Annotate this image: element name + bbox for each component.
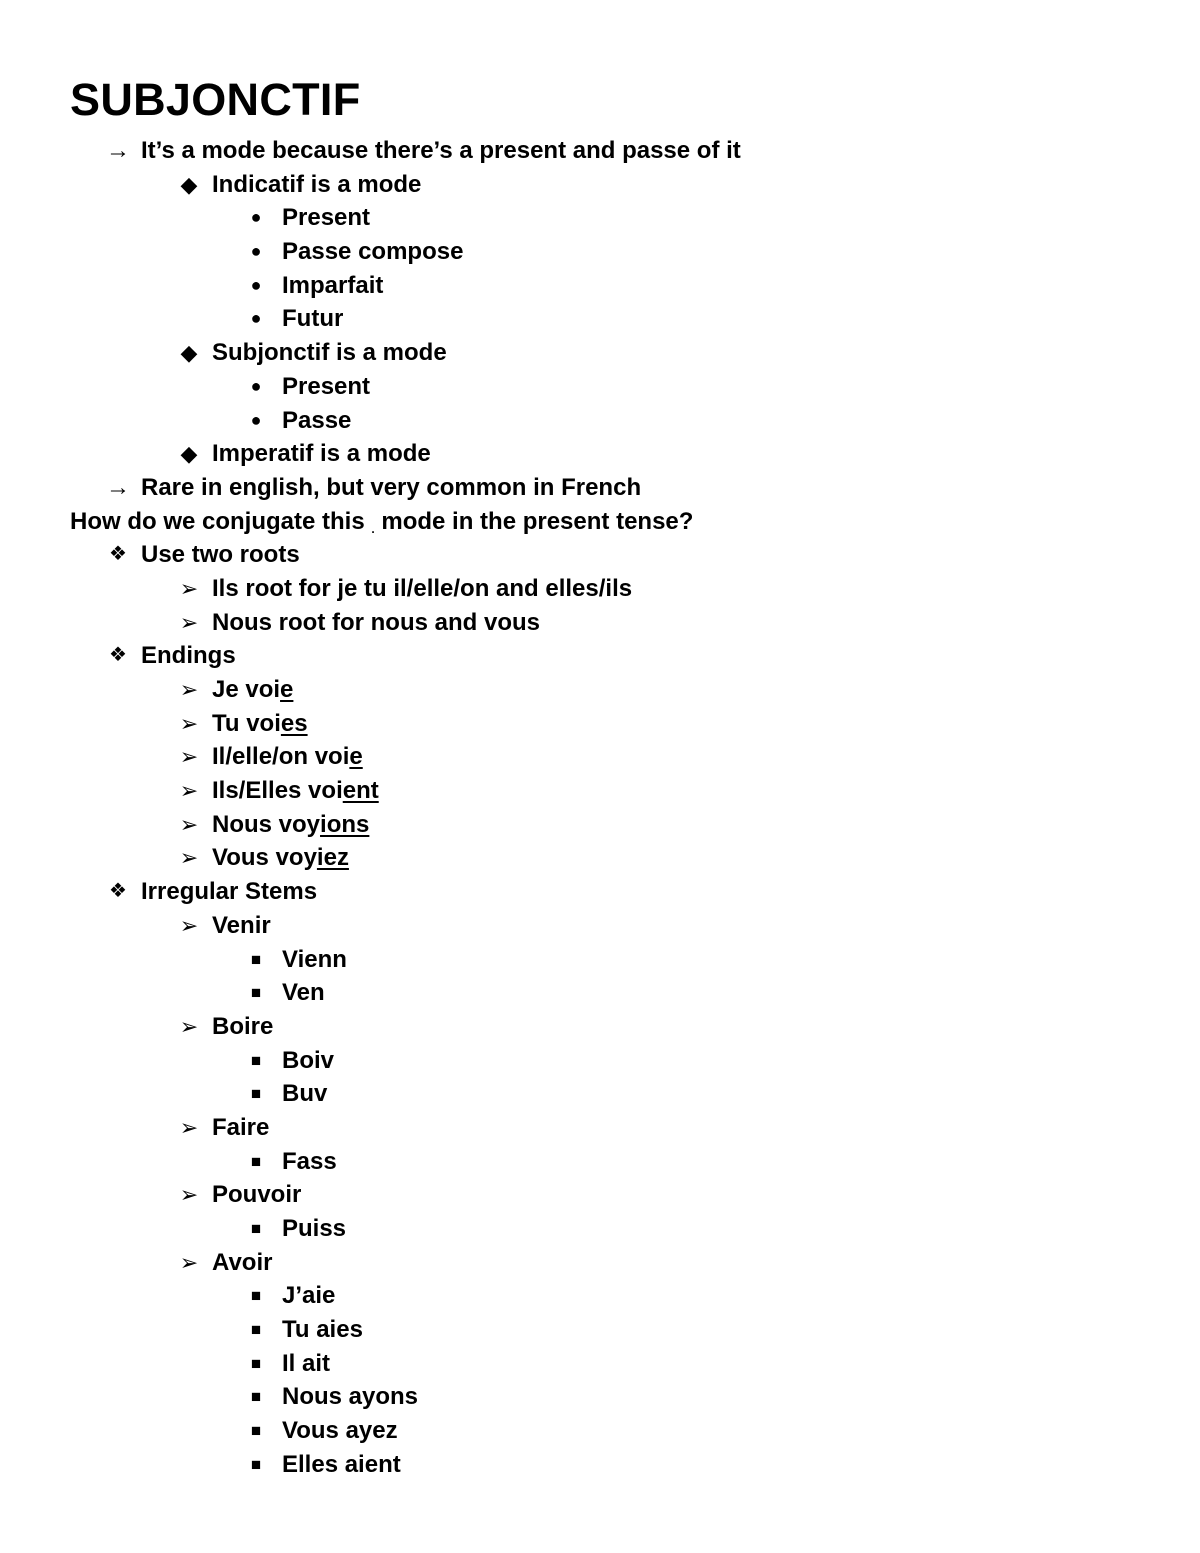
list-item-text: Rare in english, but very common in French xyxy=(141,473,642,501)
diamond-icon: ◆ xyxy=(180,441,198,467)
ending-suffix: ent xyxy=(342,777,379,805)
chevron-arrow-icon: ➢ xyxy=(179,744,199,770)
list-item xyxy=(0,740,1200,774)
chevron-arrow-icon: ➢ xyxy=(179,912,199,938)
list-item-text: Subjonctif is a mode xyxy=(212,339,447,367)
list-item xyxy=(0,302,1200,336)
arrow-icon: → xyxy=(106,473,130,501)
chevron-arrow-icon: ➢ xyxy=(179,778,199,804)
star-diamond-icon: ❖ xyxy=(109,644,127,667)
stem-text: Vienn xyxy=(282,945,347,973)
list-item xyxy=(0,606,1200,640)
list-item xyxy=(0,471,1200,505)
list-item xyxy=(0,168,1200,202)
ending-suffix: e xyxy=(349,743,363,771)
stem-text: Ven xyxy=(282,979,325,1007)
square-icon: ■ xyxy=(250,1084,262,1104)
list-item xyxy=(0,841,1200,875)
list-item-text: Present xyxy=(282,372,371,400)
chevron-arrow-icon: ➢ xyxy=(179,811,199,837)
dot-icon: ● xyxy=(250,409,262,430)
list-item-text: Imperatif is a mode xyxy=(212,440,431,468)
chevron-arrow-icon: ➢ xyxy=(179,677,199,702)
stem-text: Boiv xyxy=(282,1046,335,1074)
list-item xyxy=(0,1380,1200,1414)
square-icon: ■ xyxy=(250,1320,262,1340)
list-item-text: It’s a mode because there’s a present and passe of it xyxy=(141,137,741,164)
question-heading xyxy=(0,505,1200,539)
list-item-text: Irregular Stems xyxy=(141,878,318,906)
list-item xyxy=(0,1246,1200,1280)
list-item xyxy=(0,134,1200,168)
list-item xyxy=(0,1010,1200,1044)
verb-name: Pouvoir xyxy=(212,1181,302,1209)
list-item xyxy=(0,707,1200,741)
ending-text: Ils/Elles voient xyxy=(212,777,379,805)
list-item xyxy=(0,437,1200,471)
list-item xyxy=(0,1178,1200,1212)
chevron-arrow-icon: ➢ xyxy=(179,1013,199,1039)
list-item-text: Nous root for nous and vous xyxy=(212,608,540,636)
verb-name: Avoir xyxy=(212,1248,273,1276)
list-item xyxy=(0,943,1200,977)
dot-icon: ● xyxy=(250,375,262,396)
list-item xyxy=(0,538,1200,572)
list-item-text: Present xyxy=(282,204,371,232)
list-item xyxy=(0,201,1200,235)
dot-icon: ● xyxy=(250,274,262,295)
list-item-text: Indicatif is a mode xyxy=(212,170,422,198)
stem-text: Buv xyxy=(282,1080,328,1108)
chevron-arrow-icon: ➢ xyxy=(179,575,199,601)
list-item xyxy=(0,1077,1200,1111)
dot-icon: ● xyxy=(250,207,262,228)
list-item xyxy=(0,1279,1200,1313)
square-icon: ■ xyxy=(250,1353,262,1373)
list-item xyxy=(0,269,1200,303)
verb-name: Boire xyxy=(212,1012,274,1040)
chevron-arrow-icon: ➢ xyxy=(179,845,199,871)
square-icon: ■ xyxy=(250,1387,262,1407)
list-item xyxy=(0,572,1200,606)
list-item xyxy=(0,875,1200,909)
list-item xyxy=(0,639,1200,673)
ending-text: Vous voyiez xyxy=(212,844,349,872)
ending-text: Nous voyions xyxy=(212,810,370,838)
page-title: SUBJONCTIF xyxy=(70,74,361,125)
list-item xyxy=(0,1448,1200,1482)
list-item xyxy=(0,909,1200,943)
square-icon: ■ xyxy=(250,949,262,969)
diamond-icon: ◆ xyxy=(180,171,198,197)
ending-text: Je voie xyxy=(212,676,294,703)
list-item xyxy=(0,1414,1200,1448)
stem-text: Elles aient xyxy=(282,1450,401,1478)
square-icon: ■ xyxy=(250,1286,262,1306)
dot-icon: ● xyxy=(250,241,262,262)
list-item xyxy=(0,1044,1200,1078)
star-diamond-icon: ❖ xyxy=(109,880,127,903)
list-item xyxy=(0,774,1200,808)
chevron-arrow-icon: ➢ xyxy=(179,1114,199,1140)
square-icon: ■ xyxy=(250,1219,262,1238)
verb-name: Faire xyxy=(212,1113,270,1141)
ending-text: Il/elle/on voie xyxy=(212,743,363,771)
list-item-text: Imparfait xyxy=(282,271,384,299)
square-icon: ■ xyxy=(250,983,262,1003)
list-item xyxy=(0,808,1200,842)
square-icon: ■ xyxy=(250,1050,262,1070)
ending-suffix: e xyxy=(280,676,294,703)
star-diamond-icon: ❖ xyxy=(109,543,127,566)
list-item-text: Use two roots xyxy=(141,541,300,569)
list-item xyxy=(0,976,1200,1010)
list-item xyxy=(0,370,1200,404)
list-item-text: Endings xyxy=(141,642,236,670)
stem-text: J’aie xyxy=(282,1282,336,1310)
list-item xyxy=(0,1212,1200,1246)
square-icon: ■ xyxy=(250,1454,262,1474)
diamond-icon: ◆ xyxy=(180,340,198,366)
list-item-text: Passe xyxy=(282,406,352,434)
list-item xyxy=(0,336,1200,370)
stem-text: Tu aies xyxy=(282,1316,363,1344)
ending-suffix: es xyxy=(280,709,308,737)
list-item-text: Futur xyxy=(282,305,344,333)
list-item xyxy=(0,404,1200,438)
stem-text: Puiss xyxy=(282,1215,347,1242)
stem-text: Vous ayez xyxy=(282,1417,398,1445)
chevron-arrow-icon: ➢ xyxy=(179,1249,199,1275)
verb-name: Venir xyxy=(212,911,271,939)
list-item xyxy=(0,1111,1200,1145)
stem-text: Fass xyxy=(282,1147,337,1175)
list-item xyxy=(0,673,1200,707)
dot-icon: ● xyxy=(250,308,262,329)
stem-text: Il ait xyxy=(282,1349,331,1377)
stem-text: Nous ayons xyxy=(282,1383,419,1411)
list-item-text: Passe compose xyxy=(282,238,464,266)
ending-suffix: iez xyxy=(316,844,349,872)
chevron-arrow-icon: ➢ xyxy=(179,1182,199,1208)
list-item xyxy=(0,1347,1200,1381)
chevron-arrow-icon: ➢ xyxy=(179,609,199,635)
question-text: How do we conjugate this . mode in the present tense? xyxy=(70,507,694,536)
chevron-arrow-icon: ➢ xyxy=(179,710,199,736)
notes-outline xyxy=(0,134,1200,1482)
list-item xyxy=(0,1313,1200,1347)
list-item xyxy=(0,235,1200,269)
ending-suffix: ions xyxy=(320,810,370,838)
square-icon: ■ xyxy=(250,1151,262,1171)
square-icon: ■ xyxy=(250,1421,262,1441)
arrow-icon: → xyxy=(106,137,130,164)
list-item-text: Ils root for je tu il/elle/on and elles/ils xyxy=(212,574,633,602)
list-item xyxy=(0,1145,1200,1179)
ending-text: Tu voies xyxy=(212,709,308,737)
